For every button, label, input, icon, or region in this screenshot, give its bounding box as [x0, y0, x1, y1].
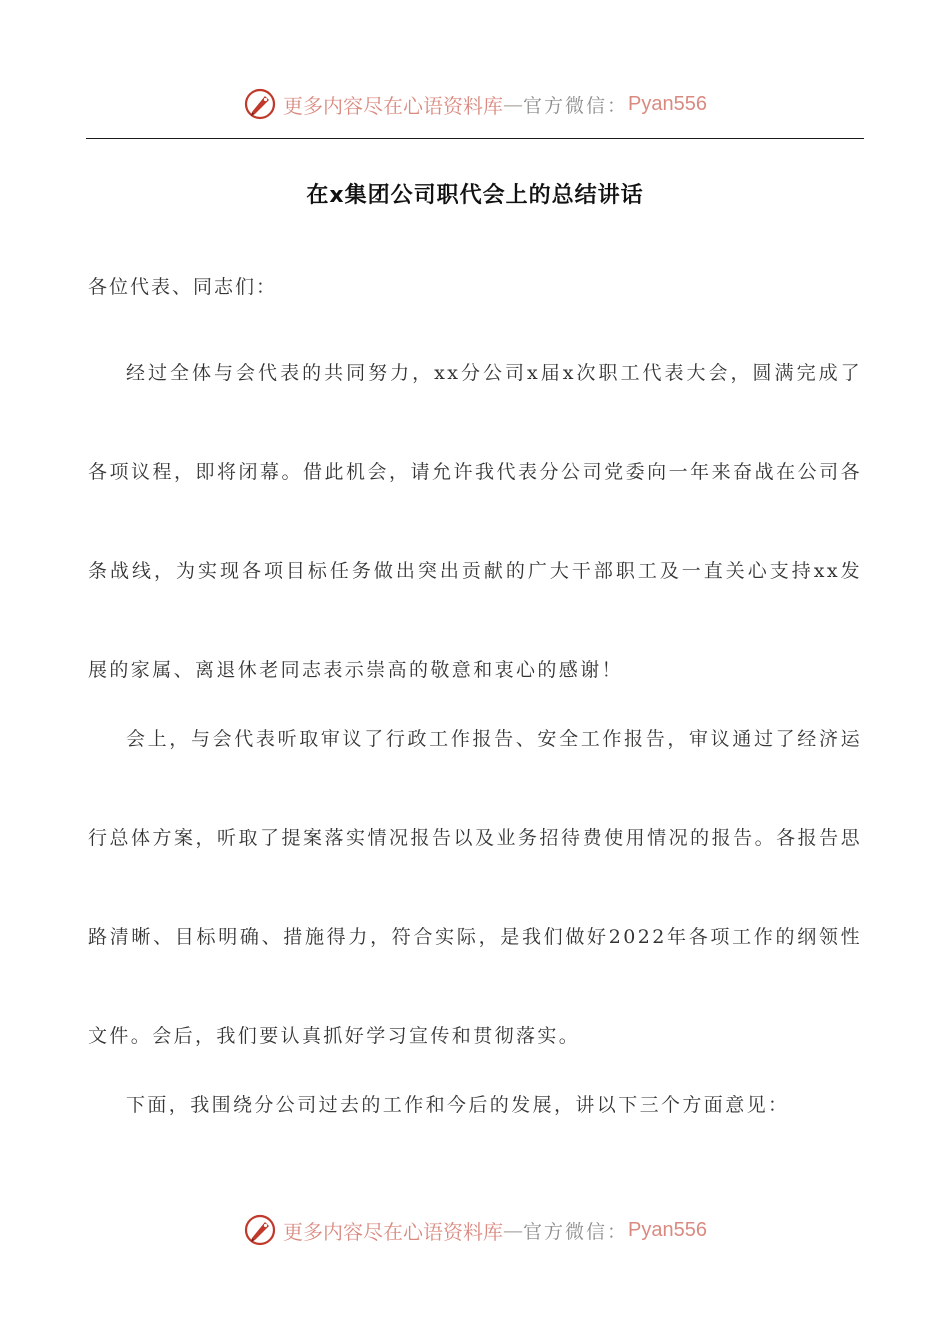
body-paragraph: 会上，与会代表听取审议了行政工作报告、安全工作报告，审议通过了经济运行总体方案，听取了提案落实情况报告以及业务招待费使用情况的报告。各报告思路清晰、目标明确、措施得力，符合实际，是我们做好2022年各项工作的纲领性文件。会后，我们要认真抓好学习宣传和贯彻落实。 [88, 728, 862, 1047]
banner-main-text: 更多内容尽在心语资料库 [283, 1219, 503, 1244]
banner-main-text: 更多内容尽在心语资料库 [283, 93, 503, 118]
banner-wechat-id: Pyan556 [628, 92, 707, 115]
header-divider [86, 138, 864, 139]
banner-separator: — [503, 92, 523, 116]
document-body [88, 268, 862, 1155]
footer-banner [0, 1210, 950, 1250]
banner-wechat-id: Pyan556 [628, 1218, 707, 1241]
banner-separator: — [503, 1218, 523, 1242]
body-paragraph: 经过全体与会代表的共同努力，xx分公司x届x次职工代表大会，圆满完成了各项议程，即将闭幕。借此机会，请允许我代表分公司党委向一年来奋战在公司各条战线，为实现各项目标任务做出突出贡献的广大干部职工及一直关心支持xx发展的家属、离退休老同志表示崇高的敬意和衷心的感谢！ [88, 362, 862, 681]
banner-label: 官方微信： [523, 1220, 629, 1243]
pen-nib-logo-icon [243, 1213, 277, 1247]
banner-label: 官方微信： [523, 94, 629, 117]
header-banner [0, 84, 950, 124]
pen-nib-logo-icon [243, 87, 277, 121]
greeting: 各位代表、同志们： [88, 276, 278, 298]
document-title: 在x集团公司职代会上的总结讲话 [306, 183, 644, 208]
body-paragraph: 下面，我围绕分公司过去的工作和今后的发展，讲以下三个方面意见： [126, 1094, 790, 1116]
